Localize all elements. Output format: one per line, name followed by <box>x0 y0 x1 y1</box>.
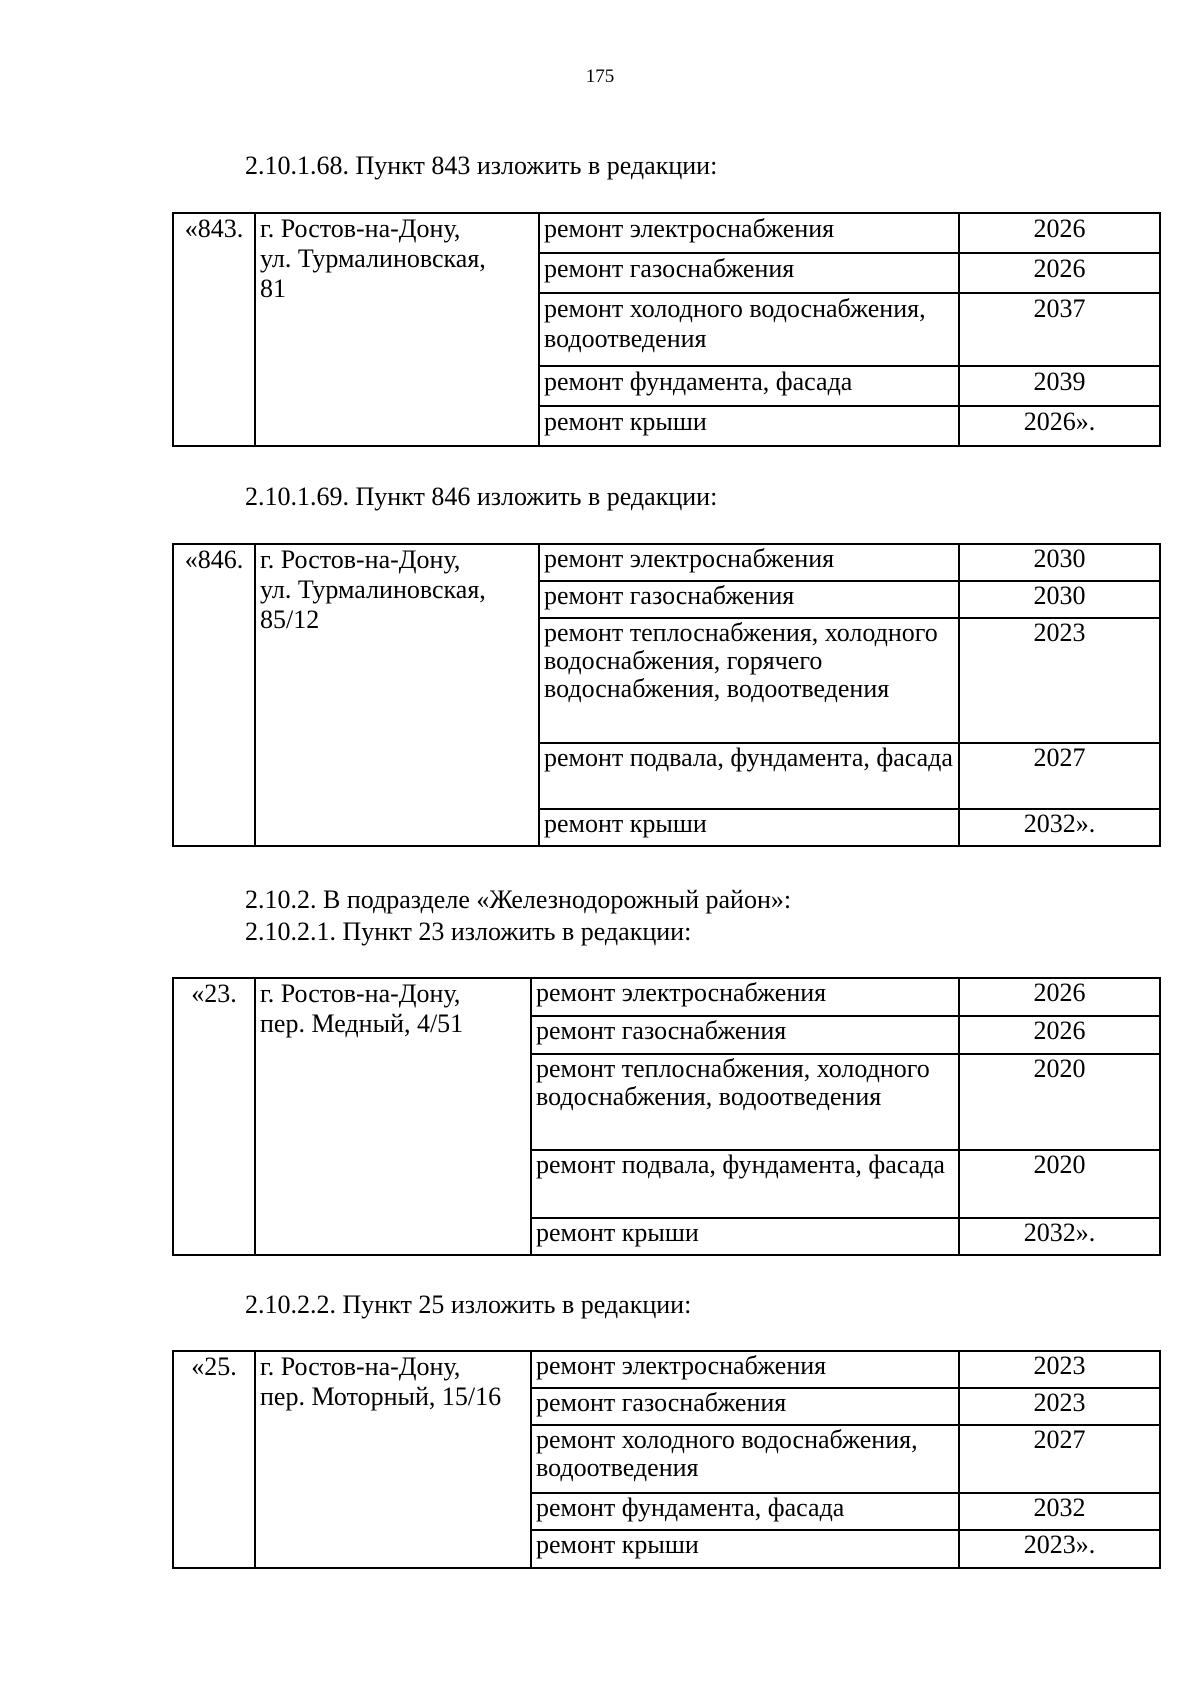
section-heading-25: 2.10.2.2. Пункт 25 изложить в редакции: <box>245 1290 692 1319</box>
work-year: 2026 <box>959 213 1160 253</box>
work-type: ремонт крыши <box>539 809 959 846</box>
work-year: 2026». <box>959 406 1160 446</box>
table-row <box>173 213 1160 253</box>
work-year: 2026 <box>959 253 1160 293</box>
work-year: 2027 <box>959 1425 1160 1493</box>
work-year: 2026 <box>959 1016 1160 1054</box>
work-type: ремонт подвала, фундамента, фасада <box>531 1150 959 1218</box>
address-line: г. Ростов-на-Дону, <box>260 979 461 1008</box>
work-year: 2039 <box>959 366 1160 406</box>
work-type: ремонт подвала, фундамента, фасада <box>539 743 959 809</box>
work-type: ремонт теплоснабжения, холодного водоснабжения, горячего водоснабжения, водоотведения <box>539 618 959 743</box>
address-line: 85/12 <box>260 605 320 634</box>
work-type: ремонт электроснабжения <box>539 213 959 253</box>
work-year: 2027 <box>959 743 1160 809</box>
table-item-846 <box>172 543 1161 847</box>
work-type: ремонт газоснабжения <box>539 581 959 618</box>
work-year: 2023 <box>959 1388 1160 1425</box>
work-type: ремонт крыши <box>539 406 959 446</box>
work-year: 2032». <box>959 809 1160 846</box>
table-row <box>173 1351 1160 1388</box>
work-year: 2020 <box>959 1150 1160 1218</box>
work-type: ремонт электроснабжения <box>531 1351 959 1388</box>
item-address <box>255 213 539 446</box>
address-line: г. Ростов-на-Дону, <box>260 1352 461 1381</box>
page-number: 175 <box>585 66 615 87</box>
table-item-843 <box>172 212 1161 447</box>
item-address <box>255 1351 531 1568</box>
item-number: «25. <box>173 1351 255 1568</box>
work-year: 2030 <box>959 544 1160 581</box>
item-address <box>255 978 531 1255</box>
address-line: пер. Моторный, 15/16 <box>260 1382 502 1411</box>
work-year: 2020 <box>959 1054 1160 1150</box>
section-heading-23: 2.10.2.1. Пункт 23 изложить в редакции: <box>245 917 692 946</box>
section-heading-843: 2.10.1.68. Пункт 843 изложить в редакции: <box>245 151 718 180</box>
address-line: ул. Турмалиновская, <box>260 244 486 273</box>
work-type: ремонт теплоснабжения, холодного водоснабжения, водоотведения <box>531 1054 959 1150</box>
address-line: г. Ростов-на-Дону, <box>260 214 461 243</box>
work-type: ремонт крыши <box>531 1530 959 1568</box>
table-item-23 <box>172 977 1161 1256</box>
address-line: 81 <box>260 274 286 303</box>
section-heading-subsection: 2.10.2. В подразделе «Железнодорожный район»: <box>245 885 792 914</box>
work-year: 2032». <box>959 1218 1160 1255</box>
table-row <box>173 544 1160 581</box>
work-type: ремонт электроснабжения <box>539 544 959 581</box>
work-type: ремонт газоснабжения <box>531 1016 959 1054</box>
address-line: ул. Турмалиновская, <box>260 575 486 604</box>
item-address <box>255 544 539 846</box>
address-line: г. Ростов-на-Дону, <box>260 545 461 574</box>
address-line: пер. Медный, 4/51 <box>260 1009 464 1038</box>
work-year: 2032 <box>959 1493 1160 1530</box>
work-year: 2023 <box>959 1351 1160 1388</box>
work-year: 2023». <box>959 1530 1160 1568</box>
table-item-25 <box>172 1350 1161 1569</box>
work-year: 2026 <box>959 978 1160 1016</box>
item-number: «846. <box>173 544 255 846</box>
work-type: ремонт электроснабжения <box>531 978 959 1016</box>
work-year: 2037 <box>959 293 1160 366</box>
work-year: 2030 <box>959 581 1160 618</box>
item-number: «23. <box>173 978 255 1255</box>
work-type: ремонт фундамента, фасада <box>531 1493 959 1530</box>
work-type: ремонт крыши <box>531 1218 959 1255</box>
work-type: ремонт холодного водоснабжения, водоотведения <box>539 293 959 366</box>
table-row <box>173 978 1160 1016</box>
work-type: ремонт холодного водоснабжения, водоотведения <box>531 1425 959 1493</box>
work-type: ремонт газоснабжения <box>539 253 959 293</box>
work-type: ремонт фундамента, фасада <box>539 366 959 406</box>
section-heading-846: 2.10.1.69. Пункт 846 изложить в редакции: <box>245 482 718 511</box>
work-year: 2023 <box>959 618 1160 743</box>
work-type: ремонт газоснабжения <box>531 1388 959 1425</box>
item-number: «843. <box>173 213 255 446</box>
